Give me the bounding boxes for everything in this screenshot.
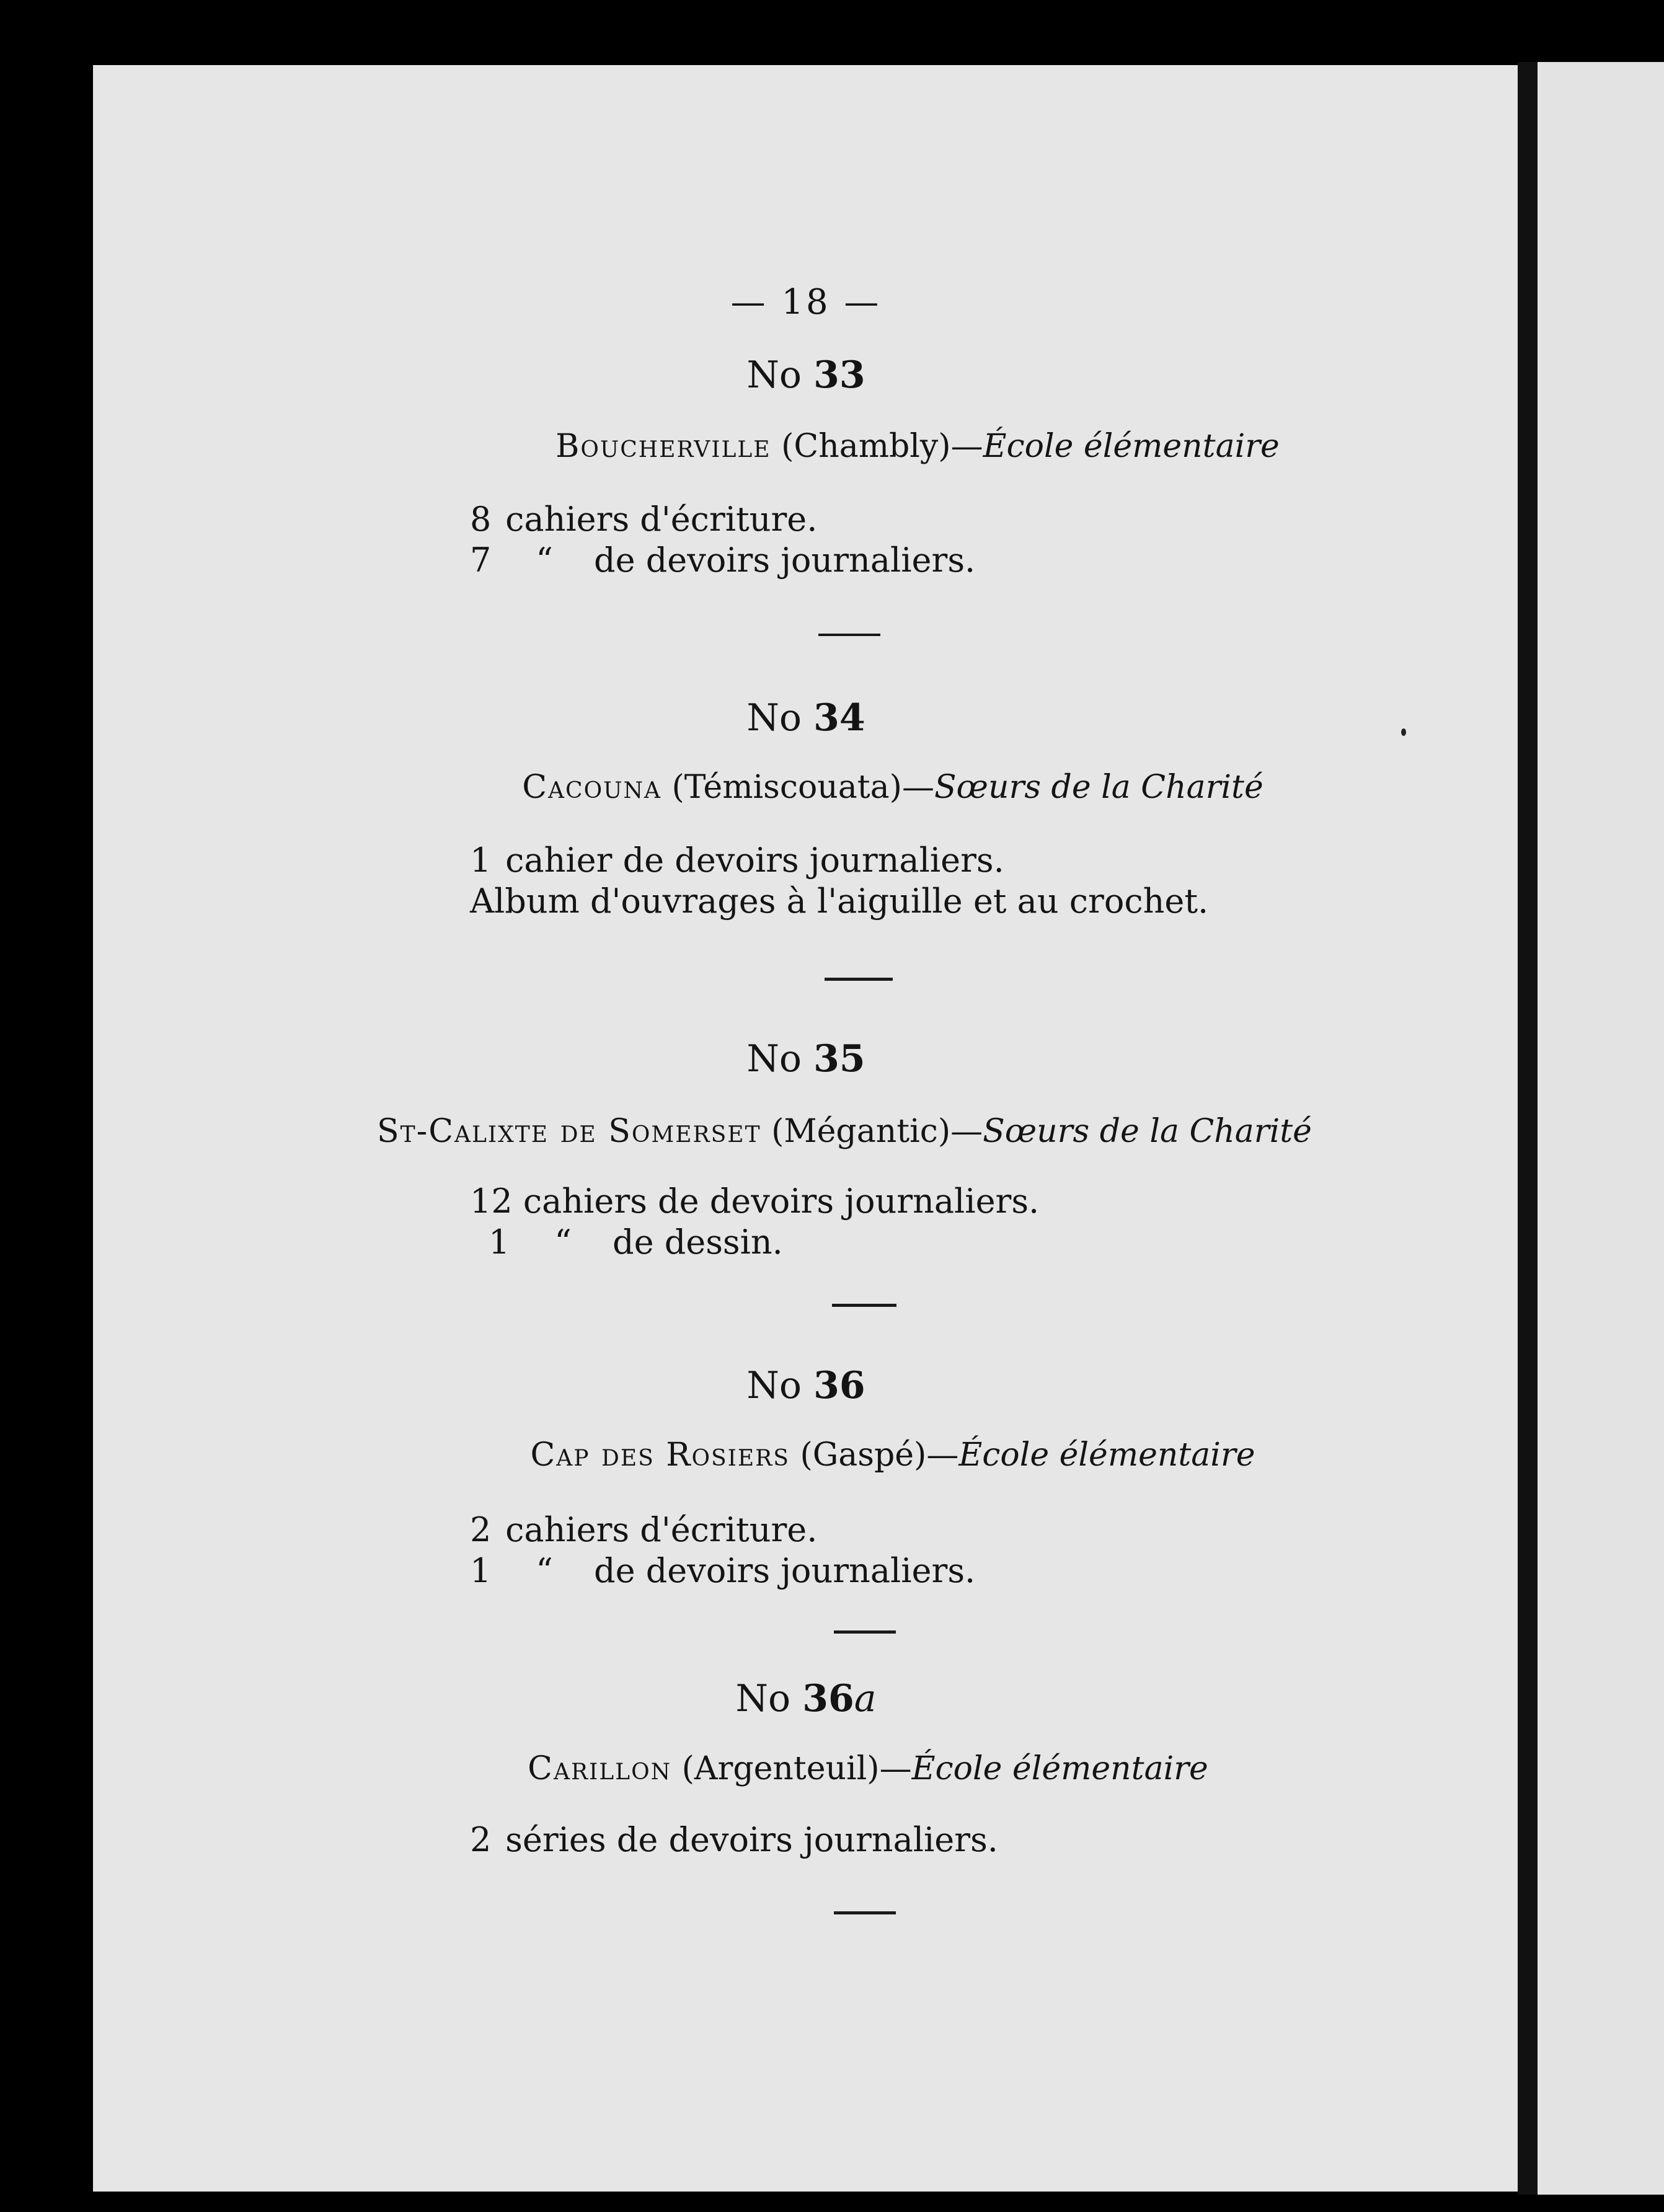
entry-heading	[180, 769, 1606, 806]
entry-number-label: No	[746, 353, 802, 397]
item-text: cahier de devoirs journaliers.	[505, 841, 1004, 880]
entry-item	[470, 540, 975, 581]
entry-number-label: No	[746, 1037, 802, 1081]
entry-item-list	[470, 499, 975, 581]
entry-item	[470, 881, 1208, 922]
ditto-mark: “	[536, 541, 553, 580]
entry-number-label: No	[746, 696, 802, 740]
entry-item	[470, 1222, 1039, 1263]
entry-number-label: No	[735, 1677, 791, 1720]
entry-number-value: 36	[802, 1677, 854, 1720]
section-divider	[818, 634, 880, 636]
ditto-mark: “	[554, 1223, 572, 1262]
section-divider	[834, 1630, 896, 1634]
adjacent-page-edge	[1538, 62, 1664, 2195]
section-divider	[825, 978, 893, 981]
item-text: cahiers d'écriture.	[505, 500, 818, 539]
entry-county: (Témiscouata)	[671, 769, 902, 806]
entry-number	[93, 1037, 1519, 1081]
entry-item	[470, 1510, 975, 1551]
entry-place: Carillon	[528, 1750, 672, 1787]
entry-kind: Sœurs de la Charité	[983, 1113, 1312, 1150]
item-quantity: 2	[470, 1510, 492, 1549]
paper-speck	[1401, 728, 1406, 736]
entry-place: Cacouna	[522, 769, 662, 806]
item-text: de devoirs journaliers.	[594, 541, 976, 580]
section-divider	[832, 1304, 896, 1307]
item-quantity: 7	[470, 541, 492, 580]
entry-item-list	[470, 1820, 998, 1860]
entry-dash: —	[901, 769, 934, 806]
page-number: — 18 —	[730, 282, 882, 322]
entry-number	[93, 353, 1519, 397]
entry-dash: —	[879, 1750, 912, 1787]
item-text: cahiers d'écriture.	[505, 1510, 818, 1549]
entry-number-label: No	[746, 1364, 802, 1407]
entry-kind: École élémentaire	[911, 1750, 1208, 1787]
entry-heading	[205, 428, 1631, 465]
entry-place: Boucherville	[555, 428, 771, 465]
document-page	[93, 65, 1519, 2192]
item-quantity: 1	[470, 841, 492, 880]
entry-county: (Gaspé)	[800, 1436, 927, 1474]
entry-dash: —	[950, 1113, 983, 1150]
entry-kind: École élémentaire	[958, 1436, 1255, 1474]
item-quantity: 1	[470, 1551, 492, 1590]
entry-heading	[377, 1113, 1312, 1150]
item-quantity: 12	[470, 1182, 513, 1221]
entry-county: (Chambly)	[781, 428, 951, 465]
entry-dash: —	[926, 1436, 959, 1474]
entry-item	[470, 1820, 998, 1860]
entry-county: (Argenteuil)	[681, 1750, 880, 1787]
entry-dash: —	[950, 428, 983, 465]
entry-county: (Mégantic)	[771, 1113, 951, 1150]
section-divider	[834, 1911, 896, 1914]
entry-item	[470, 1551, 975, 1591]
entry-number	[93, 696, 1519, 740]
entry-item	[470, 1181, 1039, 1222]
item-text: cahiers de devoirs journaliers.	[523, 1182, 1040, 1221]
item-quantity: 2	[470, 1820, 492, 1859]
entry-item-list	[470, 1510, 975, 1591]
entry-number-suffix: a	[854, 1677, 877, 1720]
item-text: de dessin.	[613, 1223, 783, 1262]
entry-kind: École élémentaire	[983, 428, 1280, 465]
entry-item	[470, 840, 1208, 881]
item-quantity: 1	[489, 1223, 510, 1262]
item-text: de devoirs journaliers.	[594, 1551, 976, 1590]
entry-number-value: 34	[813, 696, 865, 740]
item-text: séries de devoirs journaliers.	[505, 1820, 998, 1859]
entry-number-value: 33	[813, 353, 865, 397]
entry-item	[470, 499, 975, 540]
item-quantity: 8	[470, 500, 492, 539]
entry-number-value: 35	[813, 1037, 865, 1081]
entry-heading	[155, 1750, 1581, 1787]
entry-number-value: 36	[813, 1364, 865, 1407]
book-gutter	[1518, 62, 1538, 2195]
item-text: Album d'ouvrages à l'aiguille et au crochet.	[470, 882, 1209, 921]
entry-number	[93, 1677, 1519, 1720]
entry-item-list	[470, 1181, 1039, 1263]
entry-item-list	[470, 840, 1208, 922]
entry-place: Cap des Rosiers	[530, 1436, 790, 1474]
entry-number	[93, 1364, 1519, 1407]
entry-place: St-Calixte de Somerset	[377, 1113, 761, 1150]
entry-kind: Sœurs de la Charité	[934, 769, 1263, 806]
entry-heading	[180, 1436, 1606, 1474]
ditto-mark: “	[536, 1551, 553, 1590]
